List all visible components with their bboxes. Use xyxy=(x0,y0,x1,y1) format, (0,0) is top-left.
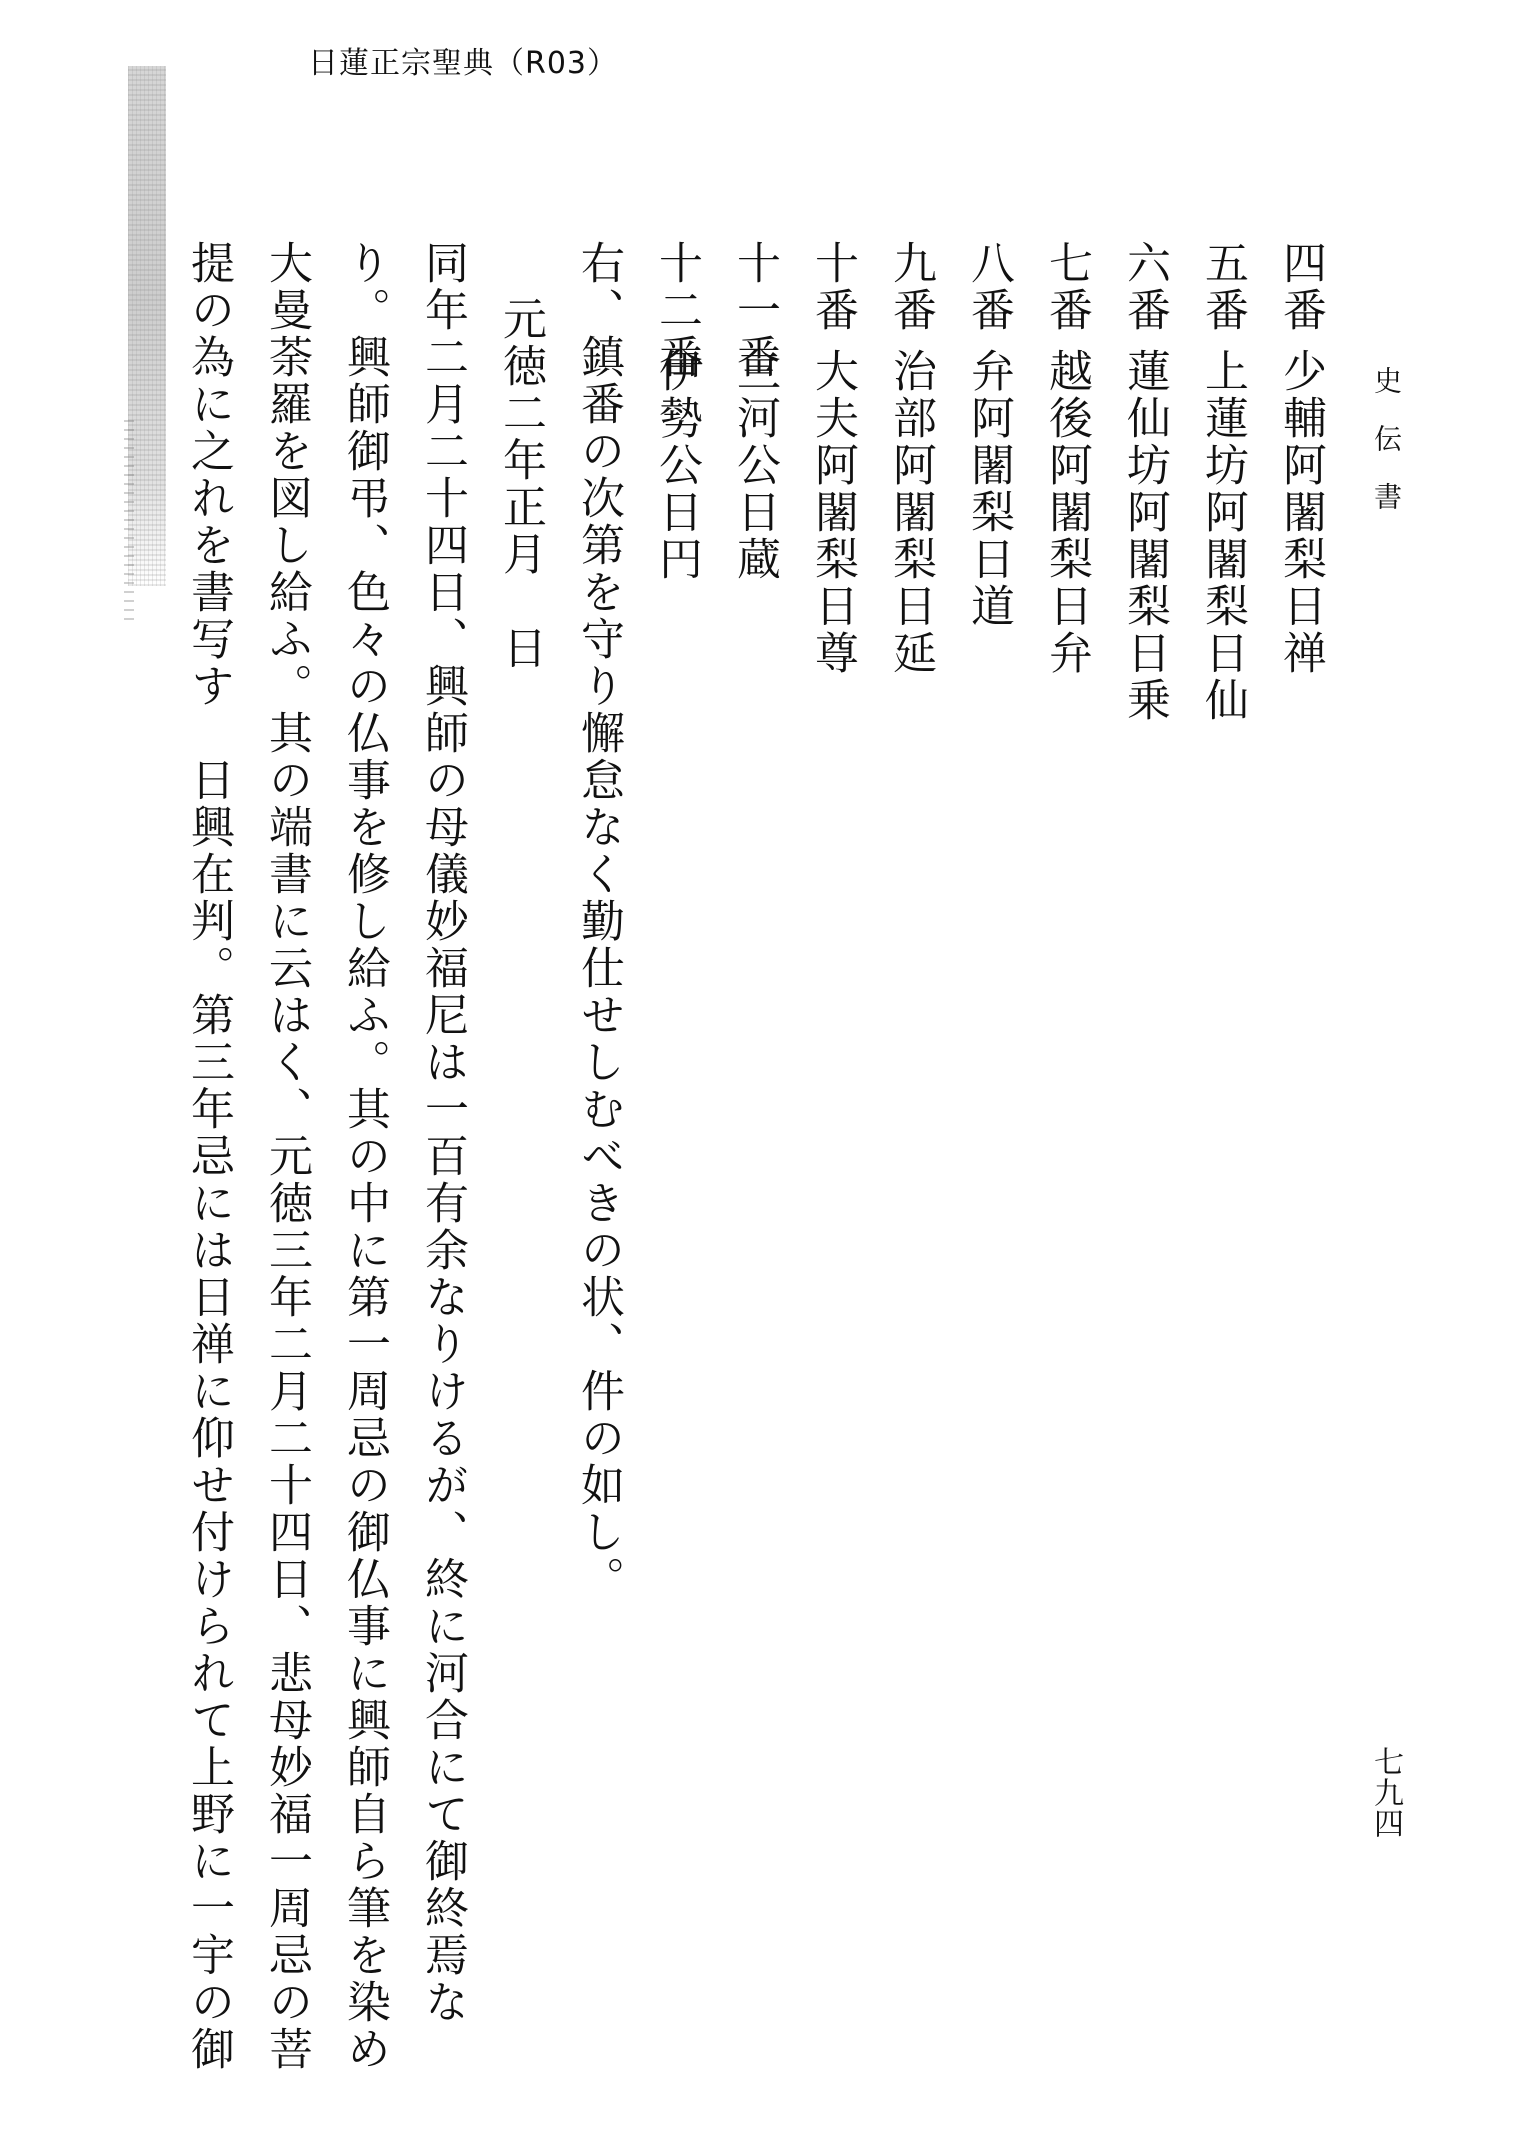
list-item-number: 五番 xyxy=(1197,240,1248,334)
date-line: 元徳二年正月 日 xyxy=(495,296,546,672)
list-item-number: 十番 xyxy=(807,240,858,334)
closing-statement: 右、鎮番の次第を守り懈怠なく勤仕せしむべきの状、件の如し。 xyxy=(573,240,624,1603)
list-item-name: 弁阿闍梨日道 xyxy=(963,348,1014,630)
list-item-number: 六番 xyxy=(1119,240,1170,334)
list-item-name: 伊勢公日円 xyxy=(651,348,702,583)
list-item xyxy=(963,240,1014,630)
list-item xyxy=(651,240,702,583)
list-item-number: 八番 xyxy=(963,240,1014,334)
list-item xyxy=(1197,240,1248,724)
section-label: 史伝書 xyxy=(1370,366,1403,540)
list-item xyxy=(729,240,780,583)
list-item-name: 越後阿闍梨日弁 xyxy=(1041,348,1092,677)
list-item-number: 九番 xyxy=(885,240,936,334)
list-item-name: 上蓮坊阿闍梨日仙 xyxy=(1197,348,1248,724)
list-item xyxy=(885,240,936,677)
list-item-name: 大夫阿闍梨日尊 xyxy=(807,348,858,677)
list-item-name: 少輔阿闍梨日禅 xyxy=(1275,348,1326,677)
list-item-number: 七番 xyxy=(1041,240,1092,334)
page-number: 七九四 xyxy=(1368,1746,1403,1839)
list-item-name: 治部阿闍梨日延 xyxy=(885,348,936,677)
list-item-name: 三河公日蔵 xyxy=(729,348,780,583)
paragraph-line: 大曼荼羅を図し給ふ。其の端書に云はく、元徳三年二月二十四日、悲母妙福一周忌の菩 xyxy=(261,240,312,2073)
list-item-number: 四番 xyxy=(1275,240,1326,334)
paragraph-line: り。興師御弔、色々の仏事を修し給ふ。其の中に第一周忌の御仏事に興師自ら筆を染め xyxy=(339,240,390,2073)
list-item xyxy=(1041,240,1092,677)
list-item-number: 十二番 xyxy=(651,240,702,381)
scan-binding-dots xyxy=(124,420,134,620)
paragraph-line: 同年二月二十四日、興師の母儀妙福尼は一百有余なりけるが、終に河合にて御終焉な xyxy=(417,240,468,2026)
list-item xyxy=(1119,240,1170,724)
list-item xyxy=(807,240,858,677)
list-item-number: 十一番 xyxy=(729,240,780,381)
page-header-title: 日蓮正宗聖典（R03） xyxy=(308,46,619,81)
paragraph-line: 提の為に之れを書写す 日興在判。第三年忌には日禅に仰せ付けられて上野に一宇の御 xyxy=(183,240,234,2073)
list-item-name: 蓮仙坊阿闍梨日乗 xyxy=(1119,348,1170,724)
list-item xyxy=(1275,240,1326,677)
